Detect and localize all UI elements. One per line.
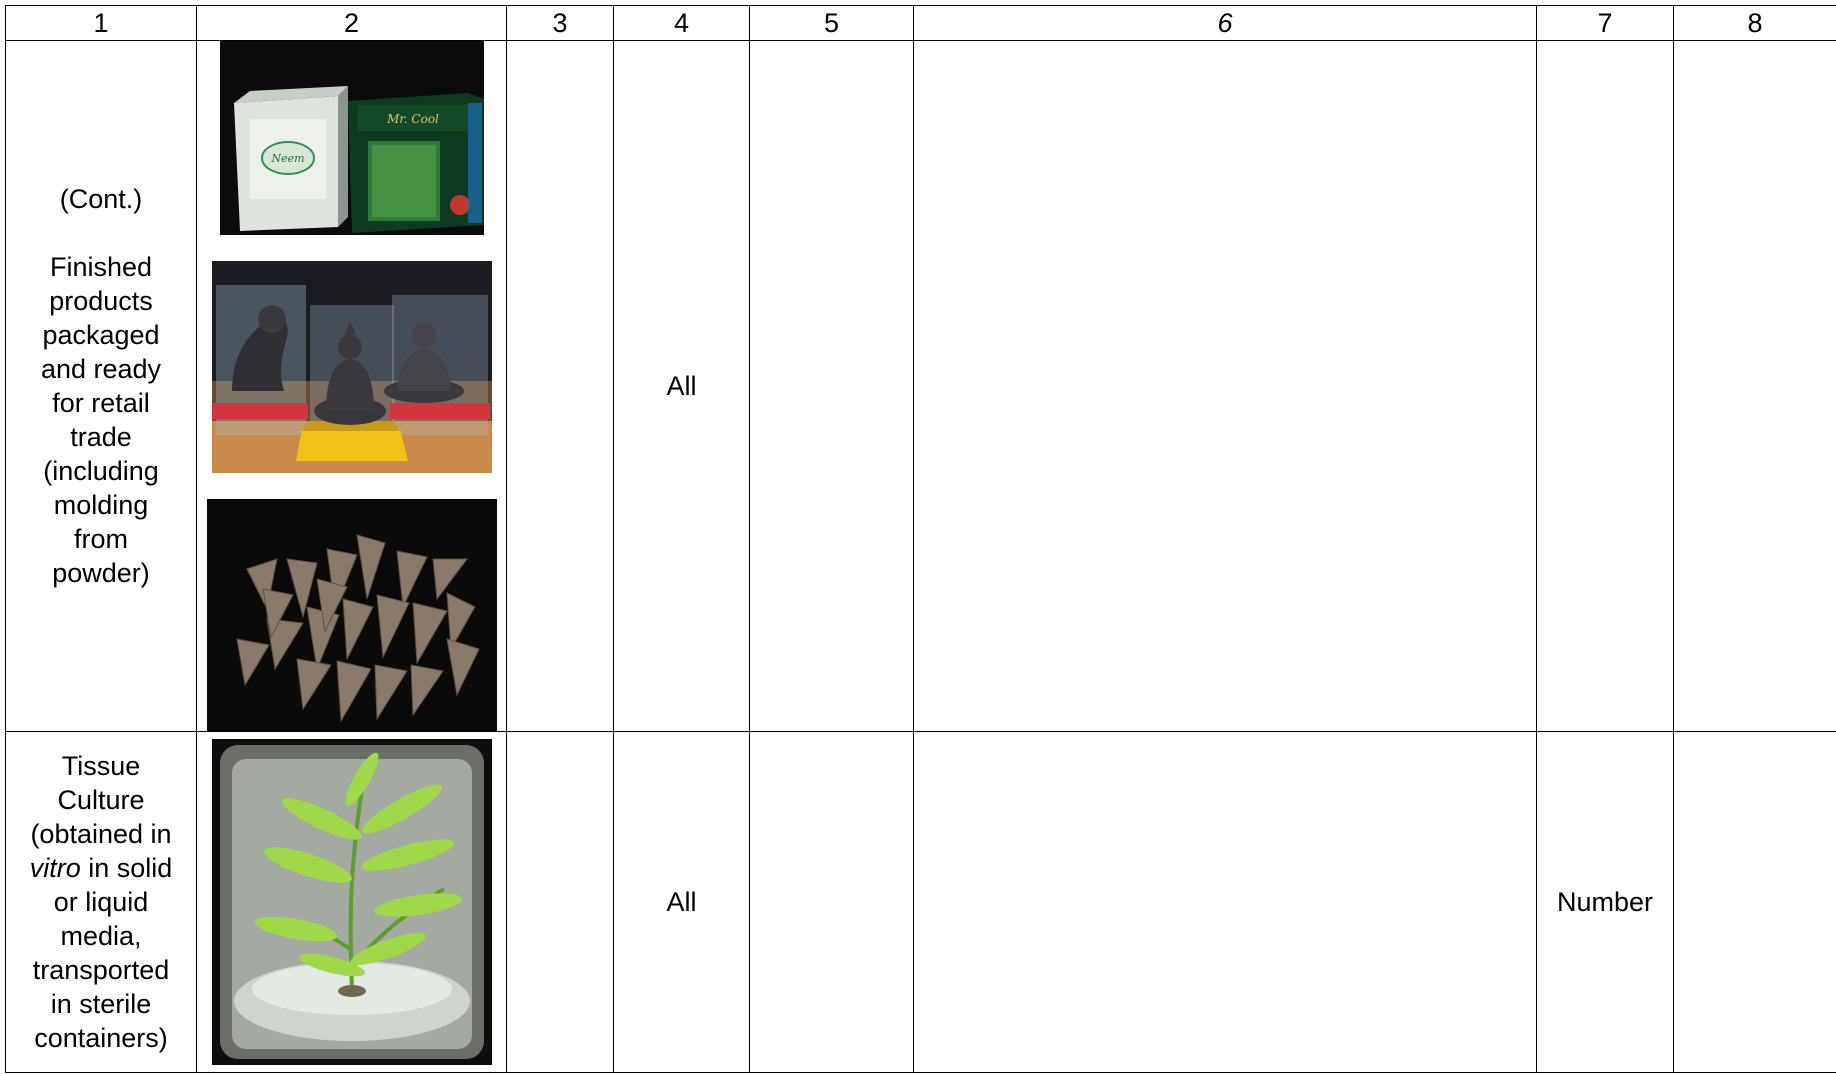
text-line: transported	[32, 955, 170, 985]
text-line: containers)	[34, 1023, 168, 1053]
header-row	[6, 6, 1836, 41]
column-header: 3	[507, 6, 614, 41]
empty-cell	[914, 732, 1537, 1073]
unit-cell	[1537, 41, 1674, 732]
text-line: from	[74, 524, 128, 554]
empty-cell	[750, 732, 914, 1073]
product-boxes-image	[220, 41, 484, 235]
text-line: and ready	[40, 354, 162, 384]
empty-cell	[507, 41, 614, 732]
commodity-description-cell	[6, 732, 197, 1073]
column-header: 7	[1537, 6, 1674, 41]
commodity-description-cell	[6, 41, 197, 732]
text-line: (obtained in	[30, 819, 172, 849]
text-line: molding	[53, 490, 149, 520]
text-line: products	[49, 286, 153, 316]
text-line: or liquid	[53, 887, 149, 917]
commodity-description	[6, 182, 196, 590]
column-header: 4	[614, 6, 750, 41]
text-line: (including	[43, 456, 159, 486]
text-line: media,	[60, 921, 142, 951]
column-header: 2	[197, 6, 507, 41]
text-fragment: in solid	[80, 853, 173, 883]
empty-cell	[1674, 41, 1836, 732]
svg-text:Mr. Cool: Mr. Cool	[386, 112, 439, 126]
text-line: for retail	[52, 388, 150, 418]
empty-cell	[1674, 732, 1836, 1073]
column-header: 5	[750, 6, 914, 41]
text-line: Finished	[49, 252, 153, 282]
figurines-image	[212, 261, 492, 473]
text-line: Tissue	[61, 751, 141, 781]
photo-cell	[197, 41, 507, 732]
text-line: in sterile	[50, 989, 152, 1019]
plantlet-in-jar-image	[212, 739, 492, 1065]
empty-cell	[750, 41, 914, 732]
text-line: powder)	[52, 558, 150, 588]
table-row	[6, 732, 1836, 1073]
column-header: 1	[6, 6, 197, 41]
column-header: 8	[1674, 6, 1836, 41]
part-cell: All	[614, 41, 750, 732]
italic-word: vitro	[29, 853, 81, 883]
text-line: packaged	[42, 320, 160, 350]
commodity-description	[6, 749, 196, 1055]
incense-cones-image	[207, 499, 497, 731]
text-line	[14, 851, 188, 885]
document-table	[5, 5, 1836, 1073]
text-line: trade	[70, 422, 132, 452]
column-header: 6	[914, 6, 1537, 41]
text-line: Culture	[57, 785, 145, 815]
unit-cell: Number	[1537, 732, 1674, 1073]
empty-cell	[914, 41, 1537, 732]
photo-cell	[197, 732, 507, 1073]
table-row	[6, 41, 1836, 732]
svg-text:Neem: Neem	[270, 152, 305, 165]
text-line: (Cont.)	[59, 184, 143, 214]
part-cell: All	[614, 732, 750, 1073]
empty-cell	[507, 732, 614, 1073]
